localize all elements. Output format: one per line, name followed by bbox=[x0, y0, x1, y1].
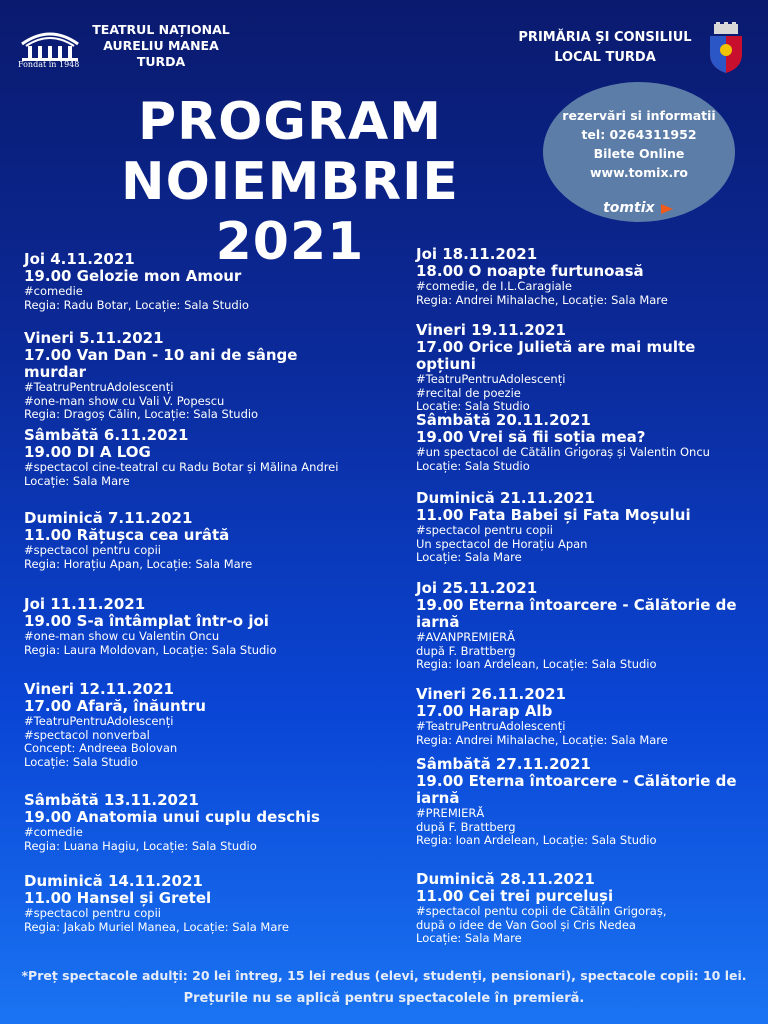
event-title: 19.00 Anatomia unui cuplu deschis bbox=[24, 808, 320, 826]
booking-label: rezervări si informatii bbox=[562, 108, 716, 123]
online-tickets-label: Bilete Online bbox=[593, 146, 685, 161]
event-tag: #PREMIERĂ bbox=[416, 806, 485, 820]
event-title: 17.00 Afară, înăuntru bbox=[24, 697, 206, 715]
event-title: 17.00 Harap Alb bbox=[416, 702, 553, 720]
event-title: 19.00 Eterna întoarcere - Călătorie de iarnă bbox=[416, 596, 737, 631]
event-tag: #one-man show cu Valentin Oncu bbox=[24, 629, 220, 643]
price-line: *Preț spectacole adulți: 20 lei întreg, 15 lei redus (elevi, studenți, pensionari), spectacole copii: 10 lei. bbox=[21, 968, 747, 983]
event-tag: #AVANPREMIERĂ bbox=[416, 630, 515, 644]
event-title: 11.00 Hansel și Gretel bbox=[24, 889, 212, 907]
event-tag: #comedie, de I.L.Caragiale bbox=[416, 279, 572, 293]
event-item bbox=[24, 251, 364, 312]
event-title: 18.00 O noapte furtunoasă bbox=[416, 262, 644, 280]
event-details: după F. Brattberg bbox=[416, 819, 516, 834]
event-title: 11.00 Cei trei purceluși bbox=[416, 887, 614, 905]
price-note bbox=[0, 964, 768, 1010]
event-details: Regia: Ioan Ardelean, Locație: Sala Studio bbox=[416, 657, 657, 671]
event-date: Vineri 26.11.2021 bbox=[416, 685, 566, 703]
event-details: Locație: Sala Mare bbox=[416, 931, 522, 945]
event-title: 11.00 Fata Babei și Fata Moșului bbox=[416, 506, 691, 524]
event-item bbox=[416, 686, 756, 747]
event-item bbox=[416, 322, 756, 414]
phone-number[interactable]: tel: 0264311952 bbox=[581, 127, 697, 142]
event-date: Duminică 14.11.2021 bbox=[24, 872, 203, 890]
event-item bbox=[416, 246, 756, 307]
event-tag: #TeatruPentruAdolescenți bbox=[416, 719, 566, 733]
event-details: Locație: Sala Mare bbox=[416, 550, 522, 564]
event-tag: #spectacol cine-teatral cu Radu Botar și Mălina Andrei bbox=[24, 460, 339, 474]
theatre-name: TEATRUL NAȚIONAL AURELIU MANEA TURDA bbox=[92, 22, 230, 69]
event-item bbox=[24, 873, 364, 934]
event-title: 19.00 Vrei să fii soția mea? bbox=[416, 428, 646, 446]
event-date: Vineri 12.11.2021 bbox=[24, 680, 174, 698]
event-date: Vineri 19.11.2021 bbox=[416, 321, 566, 339]
event-details: Regia: Ioan Ardelean, Locație: Sala Studio bbox=[416, 833, 657, 847]
event-title: 11.00 Rățușca cea urâtă bbox=[24, 526, 230, 544]
event-item bbox=[24, 427, 364, 488]
event-date: Duminică 28.11.2021 bbox=[416, 870, 595, 888]
event-date: Sâmbătă 20.11.2021 bbox=[416, 411, 591, 429]
event-title: 19.00 Gelozie mon Amour bbox=[24, 267, 242, 285]
event-date: Duminică 21.11.2021 bbox=[416, 489, 595, 507]
event-item bbox=[416, 490, 756, 565]
event-details: Concept: Andreea Bolovan bbox=[24, 741, 178, 755]
event-tag: #comedie bbox=[24, 825, 83, 839]
event-tag: #spectacol nonverbal bbox=[24, 727, 150, 742]
tomtix-logo bbox=[599, 198, 679, 220]
event-details: Regia: Jakab Muriel Manea, Locație: Sala Mare bbox=[24, 919, 289, 934]
event-details: după F. Brattberg bbox=[416, 643, 516, 658]
founded-label: Fondat in 1948 bbox=[18, 60, 80, 69]
event-title: 17.00 Van Dan - 10 ani de sânge murdar bbox=[24, 346, 298, 381]
tomtix-arrow-icon bbox=[659, 202, 675, 216]
event-details: Regia: Andrei Mihalache, Locație: Sala Mare bbox=[416, 292, 668, 307]
event-tag: #spectacol pentu copii de Cătălin Grigoraș, bbox=[416, 904, 667, 918]
tomtix-logo-text: tomtix bbox=[603, 200, 655, 216]
event-tag: #un spectacol de Cătălin Grigoraș și Valentin Oncu bbox=[416, 445, 710, 459]
event-date: Sâmbătă 6.11.2021 bbox=[24, 426, 189, 444]
event-details: Locație: Sala Studio bbox=[416, 458, 530, 473]
event-item bbox=[24, 510, 364, 571]
event-item bbox=[416, 756, 756, 848]
event-title: 19.00 Eterna întoarcere - Călătorie de iarnă bbox=[416, 772, 737, 807]
event-date: Vineri 5.11.2021 bbox=[24, 329, 164, 347]
event-tag: #recital de poezie bbox=[416, 385, 521, 400]
event-item bbox=[24, 792, 364, 853]
event-tag: #comedie bbox=[24, 284, 83, 298]
event-date: Joi 11.11.2021 bbox=[24, 595, 146, 613]
event-details: Regia: Radu Botar, Locație: Sala Studio bbox=[24, 297, 249, 312]
title-line-1: PROGRAM bbox=[137, 92, 443, 152]
event-title: 19.00 S-a întâmplat într-o joi bbox=[24, 612, 269, 630]
event-title: 17.00 Orice Julietă are mai multe opțiuni bbox=[416, 338, 696, 373]
event-item bbox=[24, 681, 364, 769]
event-item bbox=[416, 871, 756, 946]
event-date: Duminică 7.11.2021 bbox=[24, 509, 193, 527]
website-link[interactable]: www.tomix.ro bbox=[589, 165, 689, 180]
event-details: Regia: Luana Hagiu, Locație: Sala Studio bbox=[24, 838, 257, 853]
event-tag: #spectacol pentru copii bbox=[24, 543, 161, 557]
event-tag: #TeatruPentruAdolescenți bbox=[24, 714, 174, 728]
event-details: Locație: Sala Studio bbox=[24, 754, 138, 769]
event-details: Un spectacol de Horațiu Apan bbox=[416, 536, 588, 551]
event-date: Joi 18.11.2021 bbox=[416, 245, 538, 263]
event-details: Locație: Sala Mare bbox=[24, 473, 130, 488]
event-details: Regia: Andrei Mihalache, Locație: Sala Mare bbox=[416, 732, 668, 747]
event-item bbox=[416, 580, 756, 672]
city-hall-name: PRIMĂRIA ȘI CONSILIUL LOCAL TURDA bbox=[518, 30, 692, 65]
event-date: Sâmbătă 27.11.2021 bbox=[416, 755, 591, 773]
city-crest-icon bbox=[708, 22, 744, 74]
event-details: Regia: Dragoș Călin, Locație: Sala Studio bbox=[24, 407, 259, 421]
event-tag: #one-man show cu Vali V. Popescu bbox=[24, 393, 225, 408]
booking-info bbox=[543, 82, 735, 222]
event-details: Locație: Sala Studio bbox=[416, 399, 530, 413]
event-item bbox=[416, 412, 756, 473]
event-details: după o idee de Van Gool și Cris Nedea bbox=[416, 917, 636, 932]
event-title: 19.00 DI A LOG bbox=[24, 443, 151, 461]
event-details: Regia: Horațiu Apan, Locație: Sala Mare bbox=[24, 556, 253, 571]
event-date: Joi 4.11.2021 bbox=[24, 250, 135, 268]
event-details: Regia: Laura Moldovan, Locație: Sala Studio bbox=[24, 642, 277, 657]
event-tag: #TeatruPentruAdolescenți bbox=[416, 372, 566, 386]
event-date: Sâmbătă 13.11.2021 bbox=[24, 791, 199, 809]
title-line-2: NOIEMBRIE 2021 bbox=[121, 152, 459, 272]
event-tag: #spectacol pentru copii bbox=[416, 523, 553, 537]
event-date: Joi 25.11.2021 bbox=[416, 579, 538, 597]
premiere-note: Prețurile nu se aplică pentru spectacolele în premieră. bbox=[183, 991, 585, 1006]
event-tag: #spectacol pentru copii bbox=[24, 906, 161, 920]
event-tag: #TeatruPentruAdolescenți bbox=[24, 380, 174, 394]
event-item bbox=[24, 330, 364, 422]
event-item bbox=[24, 596, 364, 657]
